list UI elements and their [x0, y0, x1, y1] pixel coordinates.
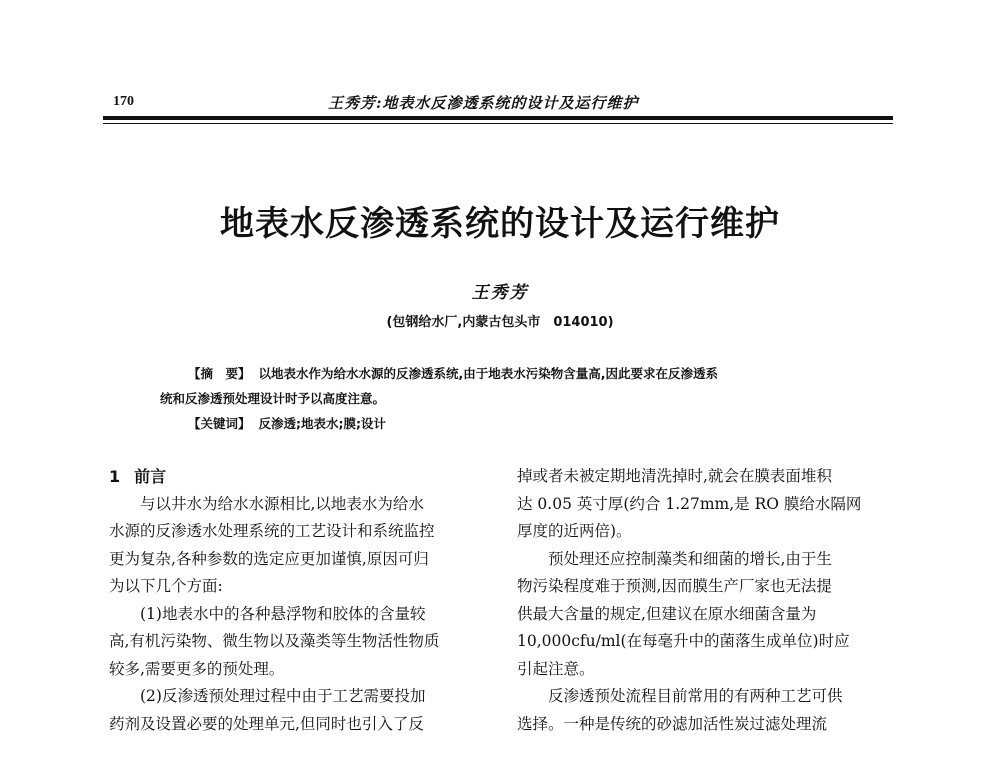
text-line: 药剂及设置必要的处理单元,但同时也引入了反 [109, 714, 424, 733]
keywords-text: 反渗透;地表水;膜;设计 [258, 416, 387, 431]
running-header [103, 86, 893, 116]
section-number: 1 [109, 467, 121, 486]
left-paragraph-3 [109, 683, 485, 738]
abstract-line-2: 统和反渗透预处理设计时予以高度注意。 [160, 391, 386, 406]
running-title: 王秀芳:地表水反渗透系统的设计及运行维护 [328, 94, 639, 112]
text-line: 引起注意。 [517, 659, 595, 678]
text-line: 达 0.05 英寸厚(约合 1.27mm,是 RO 膜给水隔网 [517, 494, 862, 513]
article-title: 地表水反渗透系统的设计及运行维护 [220, 204, 780, 244]
text-line: 更为复杂,各种参数的选定应更加谨慎,原因可归 [109, 549, 429, 568]
abstract-block [160, 361, 850, 436]
text-line: 水源的反渗透水处理系统的工艺设计和系统监控 [109, 522, 435, 540]
text-line: (1)地表水中的各种悬浮物和胶体的含量较 [140, 604, 426, 623]
left-column [109, 463, 485, 738]
abstract-line-1 [160, 361, 850, 386]
article-author: 王秀芳 [471, 283, 529, 303]
text-line: 厚度的近两倍)。 [517, 522, 632, 540]
right-paragraph-1 [517, 463, 893, 546]
text-line: 为以下几个方面: [109, 577, 223, 595]
article-affiliation: (包钢给水厂,内蒙古包头市 014010) [386, 315, 614, 330]
header-rule-thin [103, 123, 893, 124]
keywords-label: 【关键词】 [188, 416, 251, 431]
keywords-line [160, 411, 850, 436]
text-line: 预处理还应控制藻类和细菌的增长,由于生 [548, 549, 832, 568]
text-line: 高,有机污染物、微生物以及藻类等生物活性物质 [109, 632, 440, 650]
text-line: (2)反渗透预处理过程中由于工艺需要投加 [140, 687, 426, 705]
left-paragraph-1 [109, 491, 485, 601]
section-title: 前言 [134, 467, 167, 486]
text-line: 较多,需要更多的预处理。 [109, 659, 285, 678]
page-number: 170 [113, 94, 134, 109]
text-line: 10,000cfu/ml(在每毫升中的菌落生成单位)时应 [517, 632, 850, 650]
text-line: 供最大含量的规定,但建议在原水细菌含量为 [517, 604, 817, 623]
right-paragraph-2 [517, 546, 893, 684]
text-line: 反渗透预处流程目前常用的有两种工艺可供 [548, 687, 843, 705]
text-line: 与以井水为给水水源相比,以地表水为给水 [140, 494, 424, 513]
section-heading [109, 463, 485, 491]
header-rule-thick [103, 116, 893, 120]
left-paragraph-2 [109, 601, 485, 684]
text-line: 物污染程度难于预测,因而膜生产厂家也无法提 [517, 577, 832, 595]
abstract-label: 【摘 要】 [188, 366, 251, 381]
text-line: 选择。一种是传统的砂滤加活性炭过滤处理流 [517, 714, 828, 733]
abstract-text-1: 以地表水作为给水水源的反渗透系统,由于地表水污染物含量高,因此要求在反渗透系 [258, 366, 719, 381]
right-column [517, 463, 893, 738]
right-paragraph-3 [517, 683, 893, 738]
text-line: 掉或者未被定期地清洗掉时,就会在膜表面堆积 [517, 467, 832, 485]
